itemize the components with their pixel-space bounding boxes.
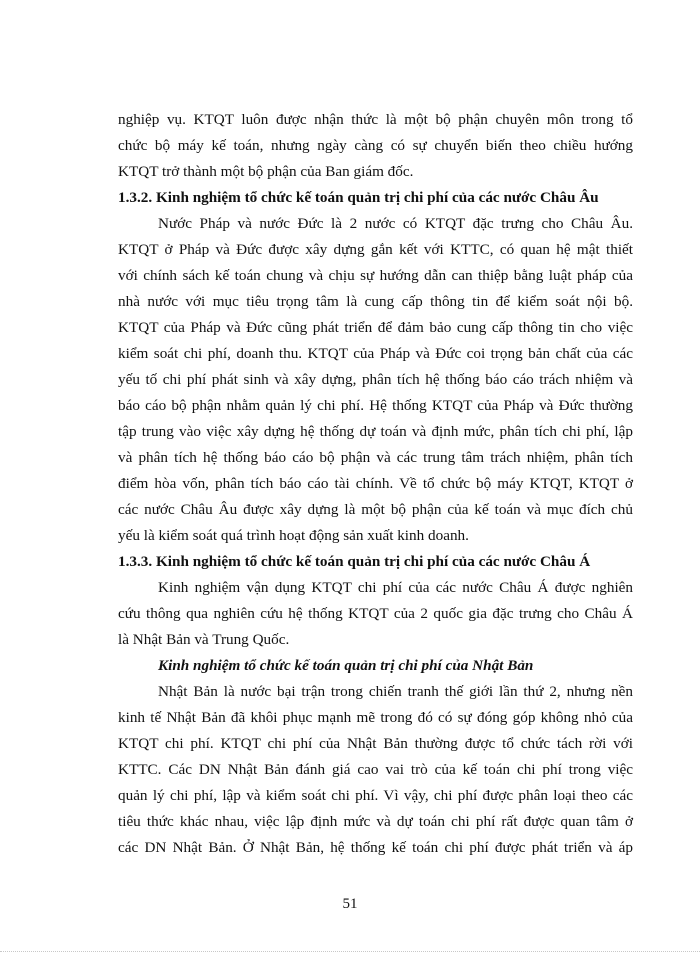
text-line: KTQT chi phí. KTQT chi phí của Nhật Bản thường được tổ chức tách rời với — [118, 735, 633, 752]
text-line: KTQT của Pháp và Đức cũng phát triển để đảm bảo cung cấp thông tin cho việc — [118, 319, 633, 336]
text-line: KTTC. Các DN Nhật Bản đánh giá cao vai trò của kế toán chi phí trong việc — [118, 761, 633, 778]
text-line: là Nhật Bản và Trung Quốc. — [118, 631, 290, 648]
text-line: Nước Pháp và nước Đức là 2 nước có KTQT đặc trưng cho Châu Âu. — [158, 215, 633, 232]
page-number: 51 — [342, 896, 358, 912]
text-line: kinh tế Nhật Bản đã khôi phục mạnh mẽ trong đó có sự đóng góp không nhỏ của — [118, 709, 633, 726]
text-line: KTQT trở thành một bộ phận của Ban giám đốc. — [118, 163, 414, 180]
text-line: báo cáo bộ phận nhằm quản lý chi phí. Hệ thống KTQT của Pháp và Đức thường — [118, 397, 633, 414]
section-heading-1-3-3: 1.3.3. Kinh nghiệm tổ chức kế toán quản trị chi phí của các nước Châu Á — [118, 553, 591, 570]
subheading-japan: Kinh nghiệm tổ chức kế toán quản trị chi phí của Nhật Bản — [158, 657, 534, 674]
text-line: cứu thông qua nghiên cứu hệ thống KTQT của 2 quốc gia đặc trưng cho Châu Á — [118, 605, 633, 622]
page-bottom-divider — [0, 951, 700, 952]
text-line: kiểm soát chi phí, doanh thu. KTQT của Pháp và Đức coi trọng bản chất của các — [118, 345, 633, 362]
text-line: tiêu thức khác nhau, việc lập định mức và dự toán chi phí rất được quan tâm ở — [118, 813, 633, 830]
text-line: Kinh nghiệm vận dụng KTQT chi phí của các nước Châu Á được nghiên — [158, 579, 633, 596]
text-line: Nhật Bản là nước bại trận trong chiến tranh thế giới lần thứ 2, nhưng nền — [158, 683, 633, 700]
text-line: yếu là kiểm soát quá trình hoạt động sản xuất kinh doanh. — [118, 527, 469, 544]
text-line: các nước Châu Âu được xây dựng là một bộ phận của kế toán và mục đích chủ — [118, 501, 633, 518]
text-line: nhà nước với mục tiêu trọng tâm là cung cấp thông tin để kiểm soát nội bộ. — [118, 293, 633, 310]
text-line: chức bộ máy kế toán, nhưng ngày càng có sự chuyển biến theo chiều hướng — [118, 137, 633, 154]
text-line: và phân tích hệ thống báo cáo bộ phận và các trung tâm trách nhiệm, phân tích — [118, 449, 633, 466]
text-line: nghiệp vụ. KTQT luôn được nhận thức là một bộ phận chuyên môn trong tổ — [118, 111, 633, 128]
section-heading-1-3-2: 1.3.2. Kinh nghiệm tổ chức kế toán quản trị chi phí của các nước Châu Âu — [118, 189, 599, 206]
text-line: với chính sách kế toán chung và chịu sự hướng dẫn can thiệp bằng luật pháp của — [118, 267, 633, 284]
text-line: KTQT ở Pháp và Đức được xây dựng gắn kết với KTTC, có quan hệ mật thiết — [118, 241, 633, 258]
text-line: điểm hòa vốn, phân tích báo cáo tài chính. Về tổ chức bộ máy KTQT, KTQT ở — [118, 475, 633, 492]
text-line: các DN Nhật Bản. Ở Nhật Bản, hệ thống kế toán chi phí được phát triển và áp — [118, 839, 633, 856]
text-line: yếu tố chi phí phát sinh và xây dựng, phân tích hệ thống báo cáo trách nhiệm và — [118, 371, 633, 388]
text-line: quản lý chi phí, lập và kiểm soát chi phí. Vì vậy, chi phí được phân loại theo các — [118, 787, 633, 804]
page-body — [118, 107, 633, 861]
text-line: tập trung vào việc xây dựng hệ thống dự toán và định mức, phân tích chi phí, lập — [118, 423, 633, 440]
